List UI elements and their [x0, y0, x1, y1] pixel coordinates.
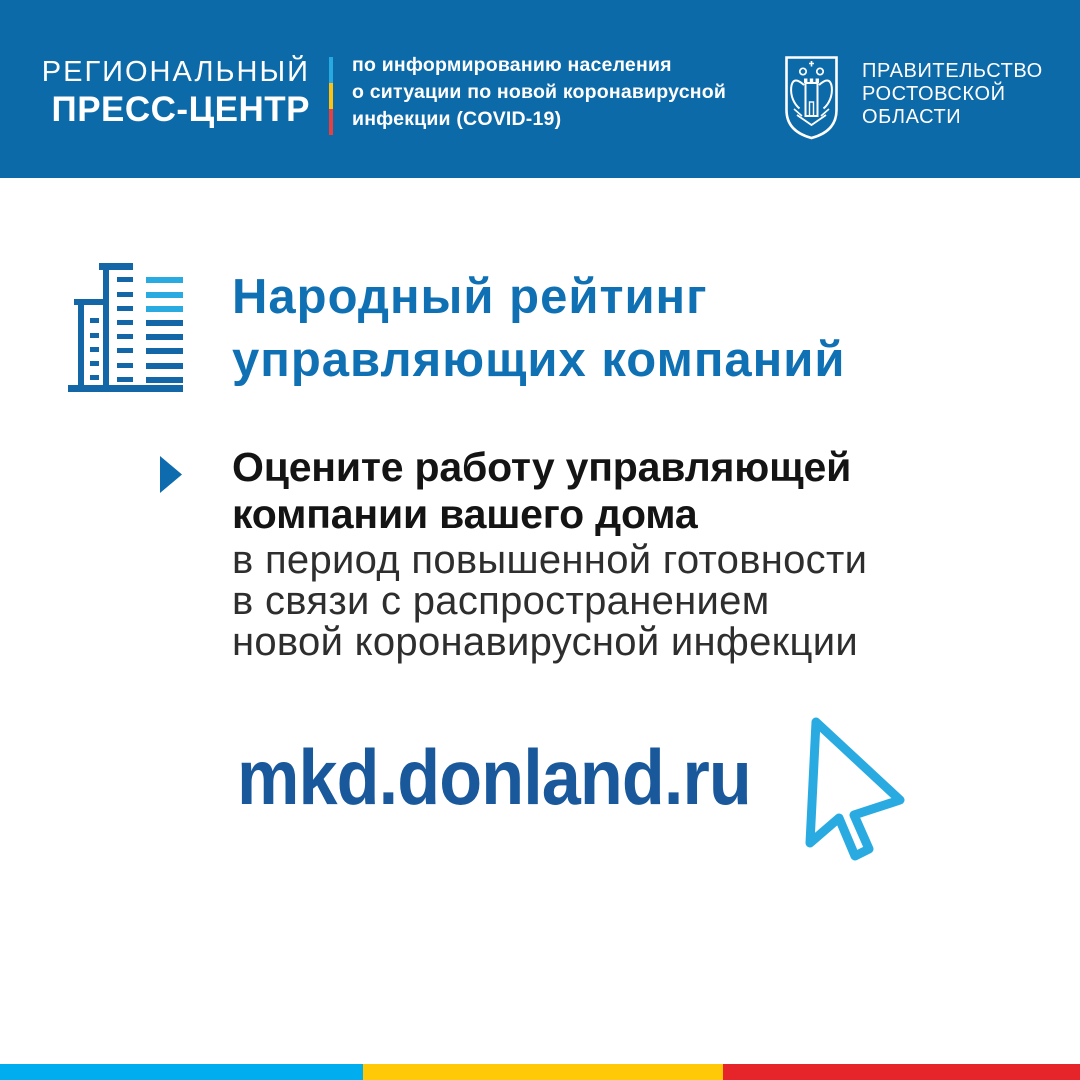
header-banner: [0, 0, 1080, 178]
divider-red-segment: [329, 109, 333, 135]
triangle-bullet-icon: [160, 456, 183, 494]
body-bold-line-1: Оцените работу управляющей: [232, 444, 852, 490]
body-regular-line-1: в период повышенной готовности: [232, 538, 868, 582]
government-line-2: РОСТОВСКОЙ: [862, 83, 1006, 105]
divider-yellow-segment: [329, 83, 333, 109]
building-icon: [68, 263, 183, 392]
body-bold-text: [232, 444, 851, 538]
body-regular-line-3: новой коронавирусной инфекции: [232, 620, 858, 664]
body-regular-text: [232, 540, 867, 663]
title-line-1: Народный рейтинг: [232, 270, 708, 324]
brand-line-1: РЕГИОНАЛЬНЫЙ: [41, 56, 310, 88]
body-regular-line-2: в связи с распространением: [232, 579, 770, 623]
press-center-logo: [42, 54, 310, 130]
footer-stripe-red: [723, 1064, 1080, 1080]
footer-stripe-yellow: [363, 1064, 723, 1080]
website-url-link[interactable]: mkd.donland.ru: [237, 733, 751, 821]
government-line-3: ОБЛАСТИ: [862, 106, 962, 128]
subtitle-line-2: о ситуации по новой коронавирусной: [352, 81, 727, 103]
footer-stripe-cyan: [0, 1064, 363, 1080]
header-subtitle: [352, 52, 726, 133]
government-line-1: ПРАВИТЕЛЬСТВО: [862, 60, 1043, 82]
rostov-coat-of-arms-icon: [783, 54, 840, 142]
divider-cyan-segment: [329, 57, 333, 83]
tricolor-divider: [329, 57, 333, 135]
page-title: [232, 266, 846, 392]
footer-stripes: [0, 1064, 1080, 1080]
body-bold-line-2: компании вашего дома: [232, 491, 698, 537]
brand-line-2: ПРЕСС-ЦЕНТР: [51, 90, 310, 129]
subtitle-line-1: по информированию населения: [352, 54, 672, 76]
cursor-arrow-icon: [802, 716, 912, 864]
title-line-2: управляющих компаний: [232, 333, 846, 387]
subtitle-line-3: инфекции (COVID-19): [352, 108, 562, 130]
government-label: [862, 60, 1043, 129]
